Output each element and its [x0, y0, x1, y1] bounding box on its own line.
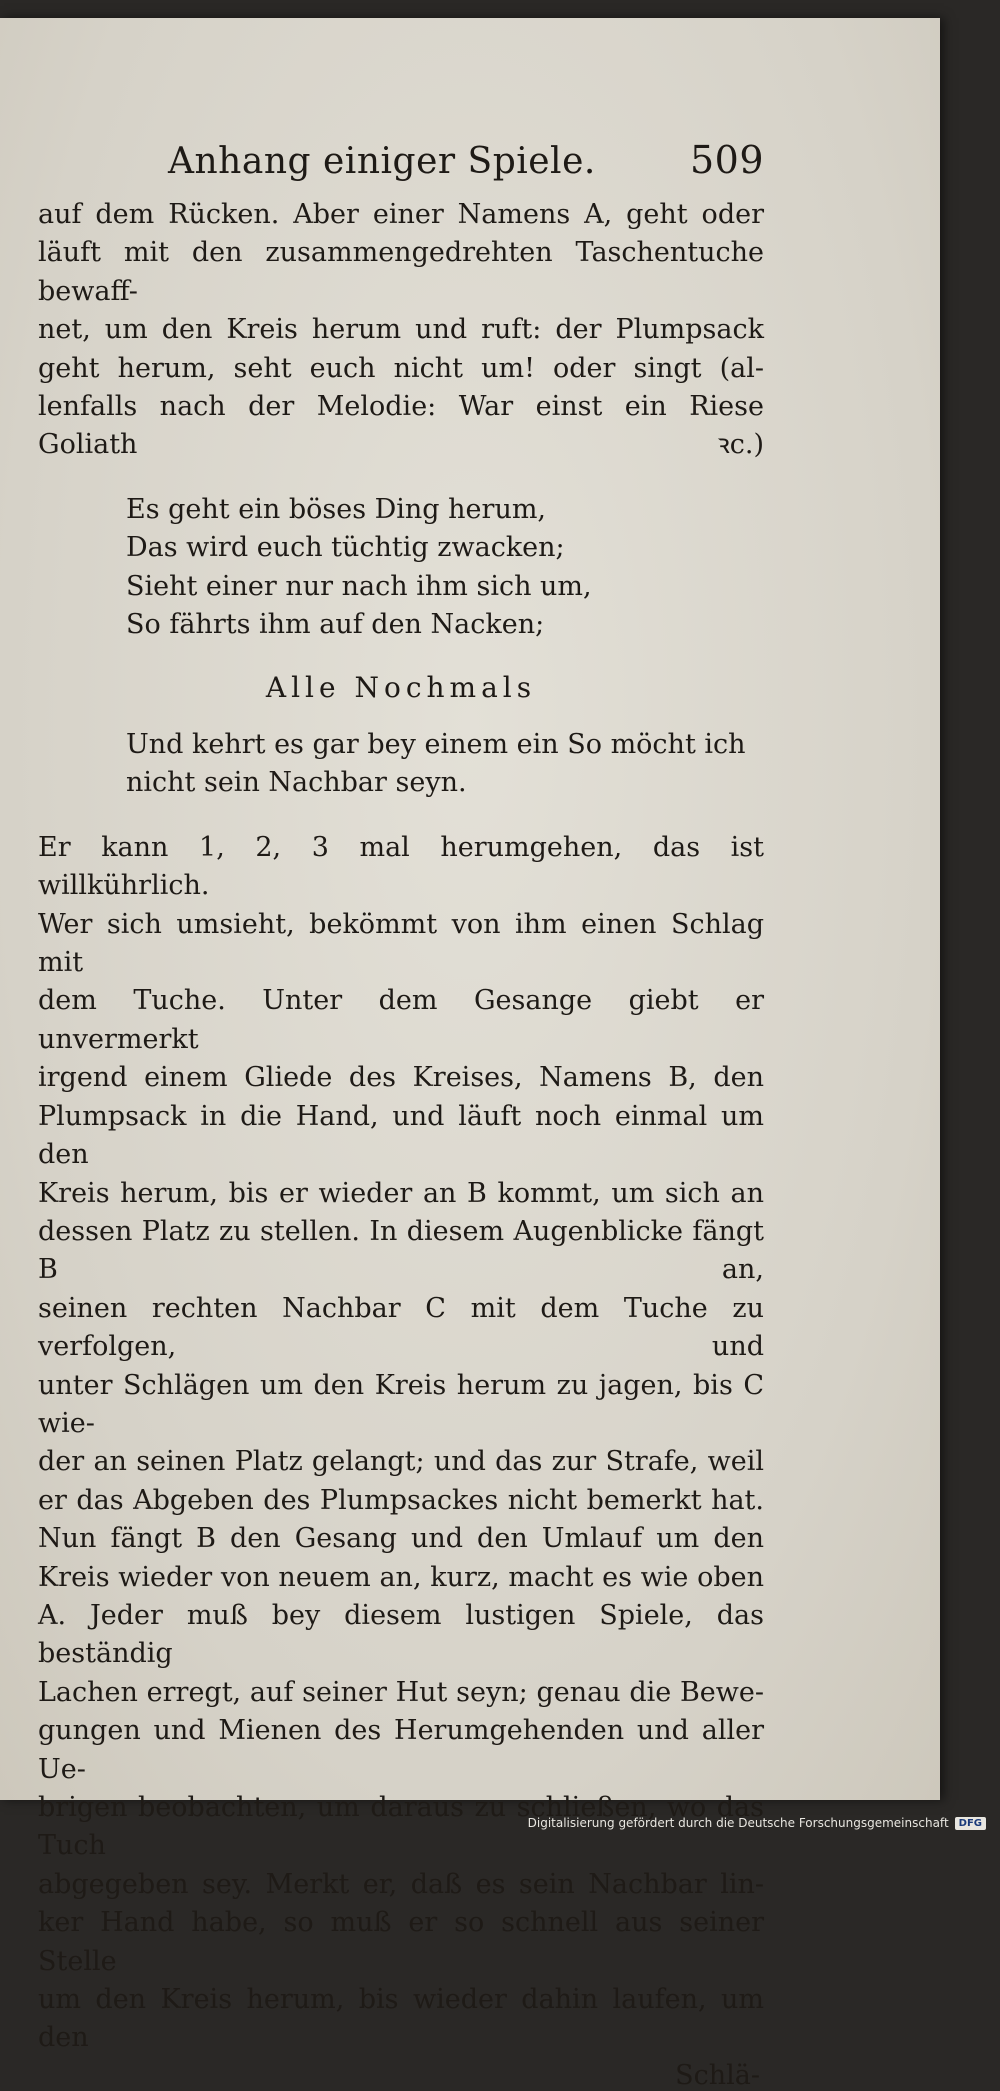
page-number: 509	[689, 138, 764, 182]
text-line: Plumpsack in die Hand, und läuft noch einmal um den	[38, 1100, 764, 1171]
running-title: Anhang einiger Spiele.	[168, 141, 596, 182]
body-paragraph	[38, 829, 764, 2058]
verse-stanza	[126, 491, 764, 645]
text-line: seinen rechten Nachbar C mit dem Tuche zu verfolgen, und	[38, 1292, 764, 1363]
verse-line: Und kehrt es gar bey einem ein	[126, 728, 559, 760]
verse-line: Sieht einer nur nach ihm sich um,	[126, 570, 592, 602]
text-line: unter Schlägen um den Kreis herum zu jagen, bis C wie-	[38, 1369, 764, 1439]
text-line: abgegeben sey. Merkt er, daß es sein Nachbar lin-	[38, 1868, 764, 1900]
text-line: Nun fängt B den Gesang und den Umlauf um den	[38, 1523, 764, 1555]
digitization-footer	[528, 1816, 986, 1830]
text-line: gungen und Mienen des Herumgehenden und aller Ue-	[38, 1715, 764, 1785]
dfg-logo: DFG	[955, 1817, 986, 1830]
catchword: Schlä-	[675, 2059, 760, 2091]
page-content	[38, 138, 764, 2091]
text-line: dem Tuche. Unter dem Gesange giebt er unvermerkt	[38, 985, 764, 1055]
text-line: er das Abgeben des Plumpsackes nicht bemerkt hat.	[38, 1484, 764, 1516]
text-line: net, um den Kreis herum und ruft: der Plumpsack	[38, 314, 764, 346]
verse-line: Es geht ein böses Ding herum,	[126, 493, 547, 525]
chorus-stanza	[126, 726, 764, 803]
funding-credit: Digitalisierung gefördert durch die Deutsche Forschungsgemeinschaft	[527, 1816, 949, 1830]
text-line: der an seinen Platz gelangt; und das zur Strafe, weil	[38, 1446, 764, 1478]
text-line: brigen beobachten, um daraus zu schließen, wo das Tuch	[38, 1792, 764, 1862]
text-line: lenfalls nach der Melodie: War einst ein Riese Goliath ꝛc.)	[38, 391, 764, 461]
text-line: dessen Platz zu stellen. In diesem Augenblicke fängt B an,	[38, 1215, 764, 1286]
text-line: Lachen erregt, auf seiner Hut seyn; genau die Bewe-	[38, 1676, 764, 1708]
running-header	[38, 138, 764, 182]
text-line: um den Kreis herum, bis wieder dahin laufen, um den	[38, 1984, 764, 2054]
verse-line: Das wird euch tüchtig zwacken;	[126, 532, 565, 564]
text-line: Kreis wieder von neuem an, kurz, macht es wie oben	[38, 1561, 764, 1593]
verse-line: So fährts ihm auf den Nacken;	[126, 609, 545, 641]
text-line: A. Jeder muß bey diesem lustigen Spiele, das beständig	[38, 1599, 764, 1670]
text-line: ker Hand habe, so muß er so schnell aus seiner Stelle	[38, 1907, 764, 1977]
text-line: Kreis herum, bis er wieder an B kommt, um sich an	[38, 1177, 764, 1209]
text-line: läuft mit den zusammengedrehten Taschentuche bewaff-	[38, 237, 764, 307]
chorus-heading: Alle Nochmals	[265, 670, 537, 704]
text-line: irgend einem Gliede des Kreises, Namens B, den	[38, 1062, 764, 1094]
verse-line: So möcht ich nicht sein Nachbar seyn.	[126, 728, 746, 799]
text-line: auf dem Rücken. Aber einer Namens A, geht oder	[38, 199, 764, 230]
text-line: Er kann 1, 2, 3 mal herumgehen, das ist willkührlich.	[38, 831, 764, 902]
intro-paragraph	[38, 196, 764, 465]
text-line: geht herum, seht euch nicht um! oder singt (al-	[38, 352, 764, 384]
text-line: Wer sich umsieht, bekömmt von ihm einen Schlag mit	[38, 908, 764, 979]
